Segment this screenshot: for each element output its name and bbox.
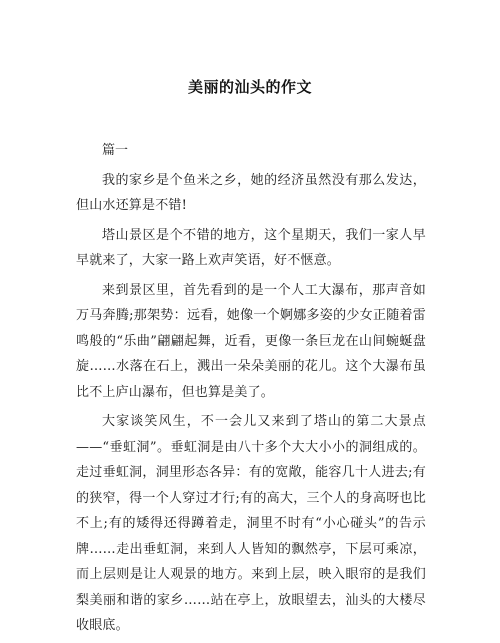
document-title: 美丽的汕头的作文: [187, 78, 312, 96]
paragraph-3: 来到景区里，首先看到的是一个人工大瀑布，那声音如万马奔腾;那架势：远看，她像一个婀娜多姿的少女正随着雷鸣般的“乐曲”翩翩起舞，近看，更像一条巨龙在山间蜿蜒盘旋……水落在石上，溅出一朵朵美丽的花儿。这个大瀑布虽比不上庐山瀑布，但也算是美了。: [76, 282, 426, 400]
paragraph-4: 大家谈笑风生，不一会儿又来到了塔山的第二大景点——“垂虹洞”。垂虹洞是由八十多个大大小小的洞组成的。走过垂虹洞，洞里形态各异：有的宽敞，能容几十人进去;有的狭窄，得一个人穿过才行;有的高大，三个人的身高呀也比不上;有的矮得还得蹲着走，洞里不时有“小心碰头”的告示牌……走出垂虹洞，来到人人皆知的飘然亭，下层可乘凉，而上层则是让人观景的地方。来到上层，映入眼帘的是我们梨美丽和谐的家乡……站在亭上，放眼望去，汕头的大楼尽收眼底。: [76, 414, 426, 633]
document-body: [76, 138, 426, 643]
paragraph-2: 塔山景区是个不错的地方，这个星期天，我们一家人早早就来了，大家一路上欢声笑语，好不惬意。: [76, 227, 426, 268]
section-heading: 篇一: [102, 143, 129, 158]
paragraph-1: 我的家乡是个鱼米之乡，她的经济虽然没有那么发达，但山水还算是不错!: [76, 172, 426, 213]
